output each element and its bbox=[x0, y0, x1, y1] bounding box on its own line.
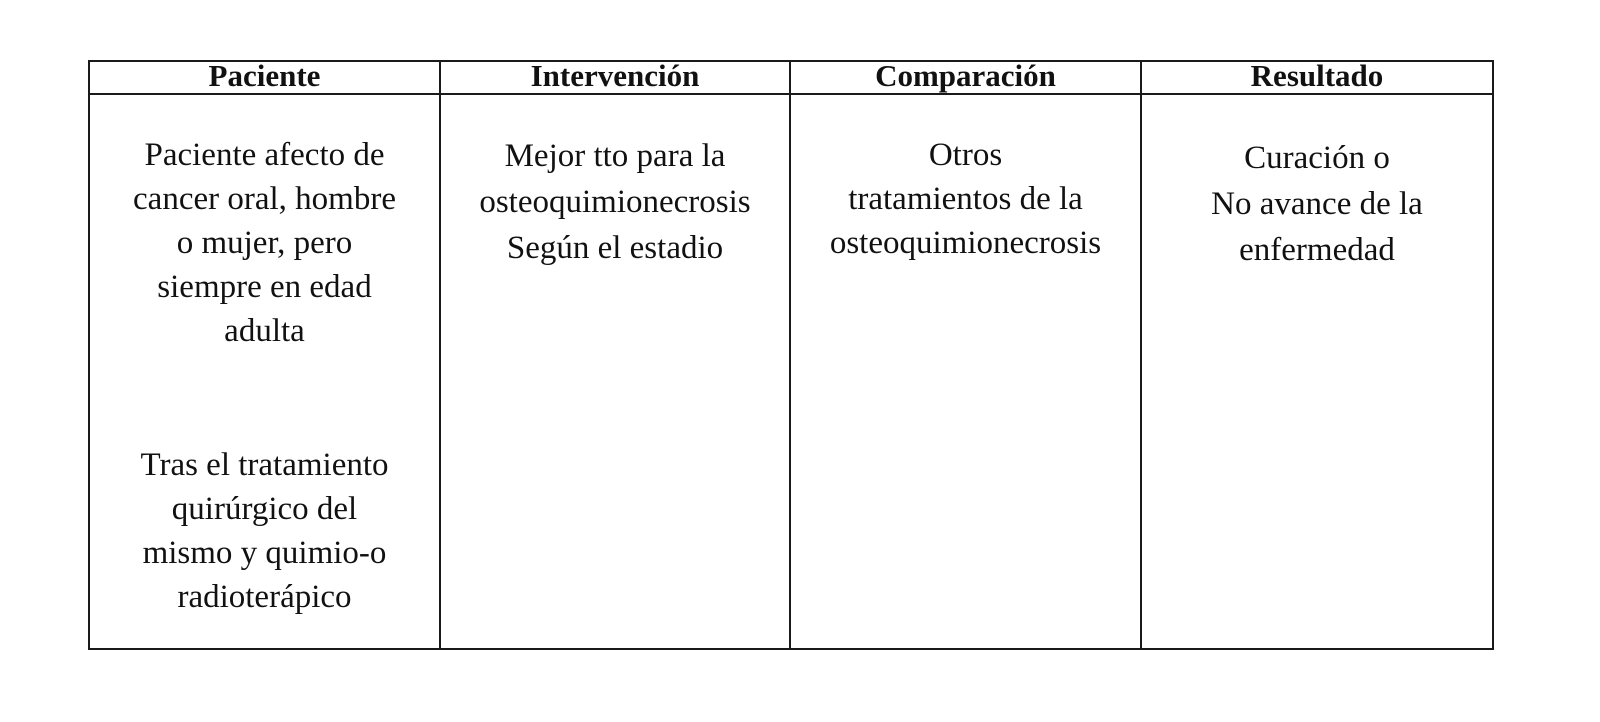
cell-comparacion bbox=[790, 94, 1141, 649]
header-paciente: Paciente bbox=[89, 61, 440, 94]
comparacion-text: Otros tratamientos de la osteoquimionecrosis bbox=[829, 137, 1102, 261]
table-row bbox=[89, 94, 1493, 649]
paciente-description: Paciente afecto de cancer oral, hombre o mujer, pero siempre en edad adulta bbox=[133, 137, 396, 349]
pico-table bbox=[88, 60, 1494, 650]
header-intervencion: Intervención bbox=[440, 61, 790, 94]
intervencion-text: Mejor tto para la osteoquimionecrosis Según el estadio bbox=[479, 138, 751, 266]
cell-paciente bbox=[89, 94, 440, 649]
header-comparacion: Comparación bbox=[790, 61, 1141, 94]
cell-intervencion bbox=[440, 94, 790, 649]
header-row bbox=[89, 61, 1493, 94]
cell-resultado bbox=[1141, 94, 1493, 649]
paciente-treatment-note: Tras el tratamiento quirúrgico del mismo y quimio-o radioterápico bbox=[140, 447, 389, 615]
resultado-text: Curación o No avance de la enfermedad bbox=[1211, 140, 1423, 268]
header-resultado: Resultado bbox=[1141, 61, 1493, 94]
